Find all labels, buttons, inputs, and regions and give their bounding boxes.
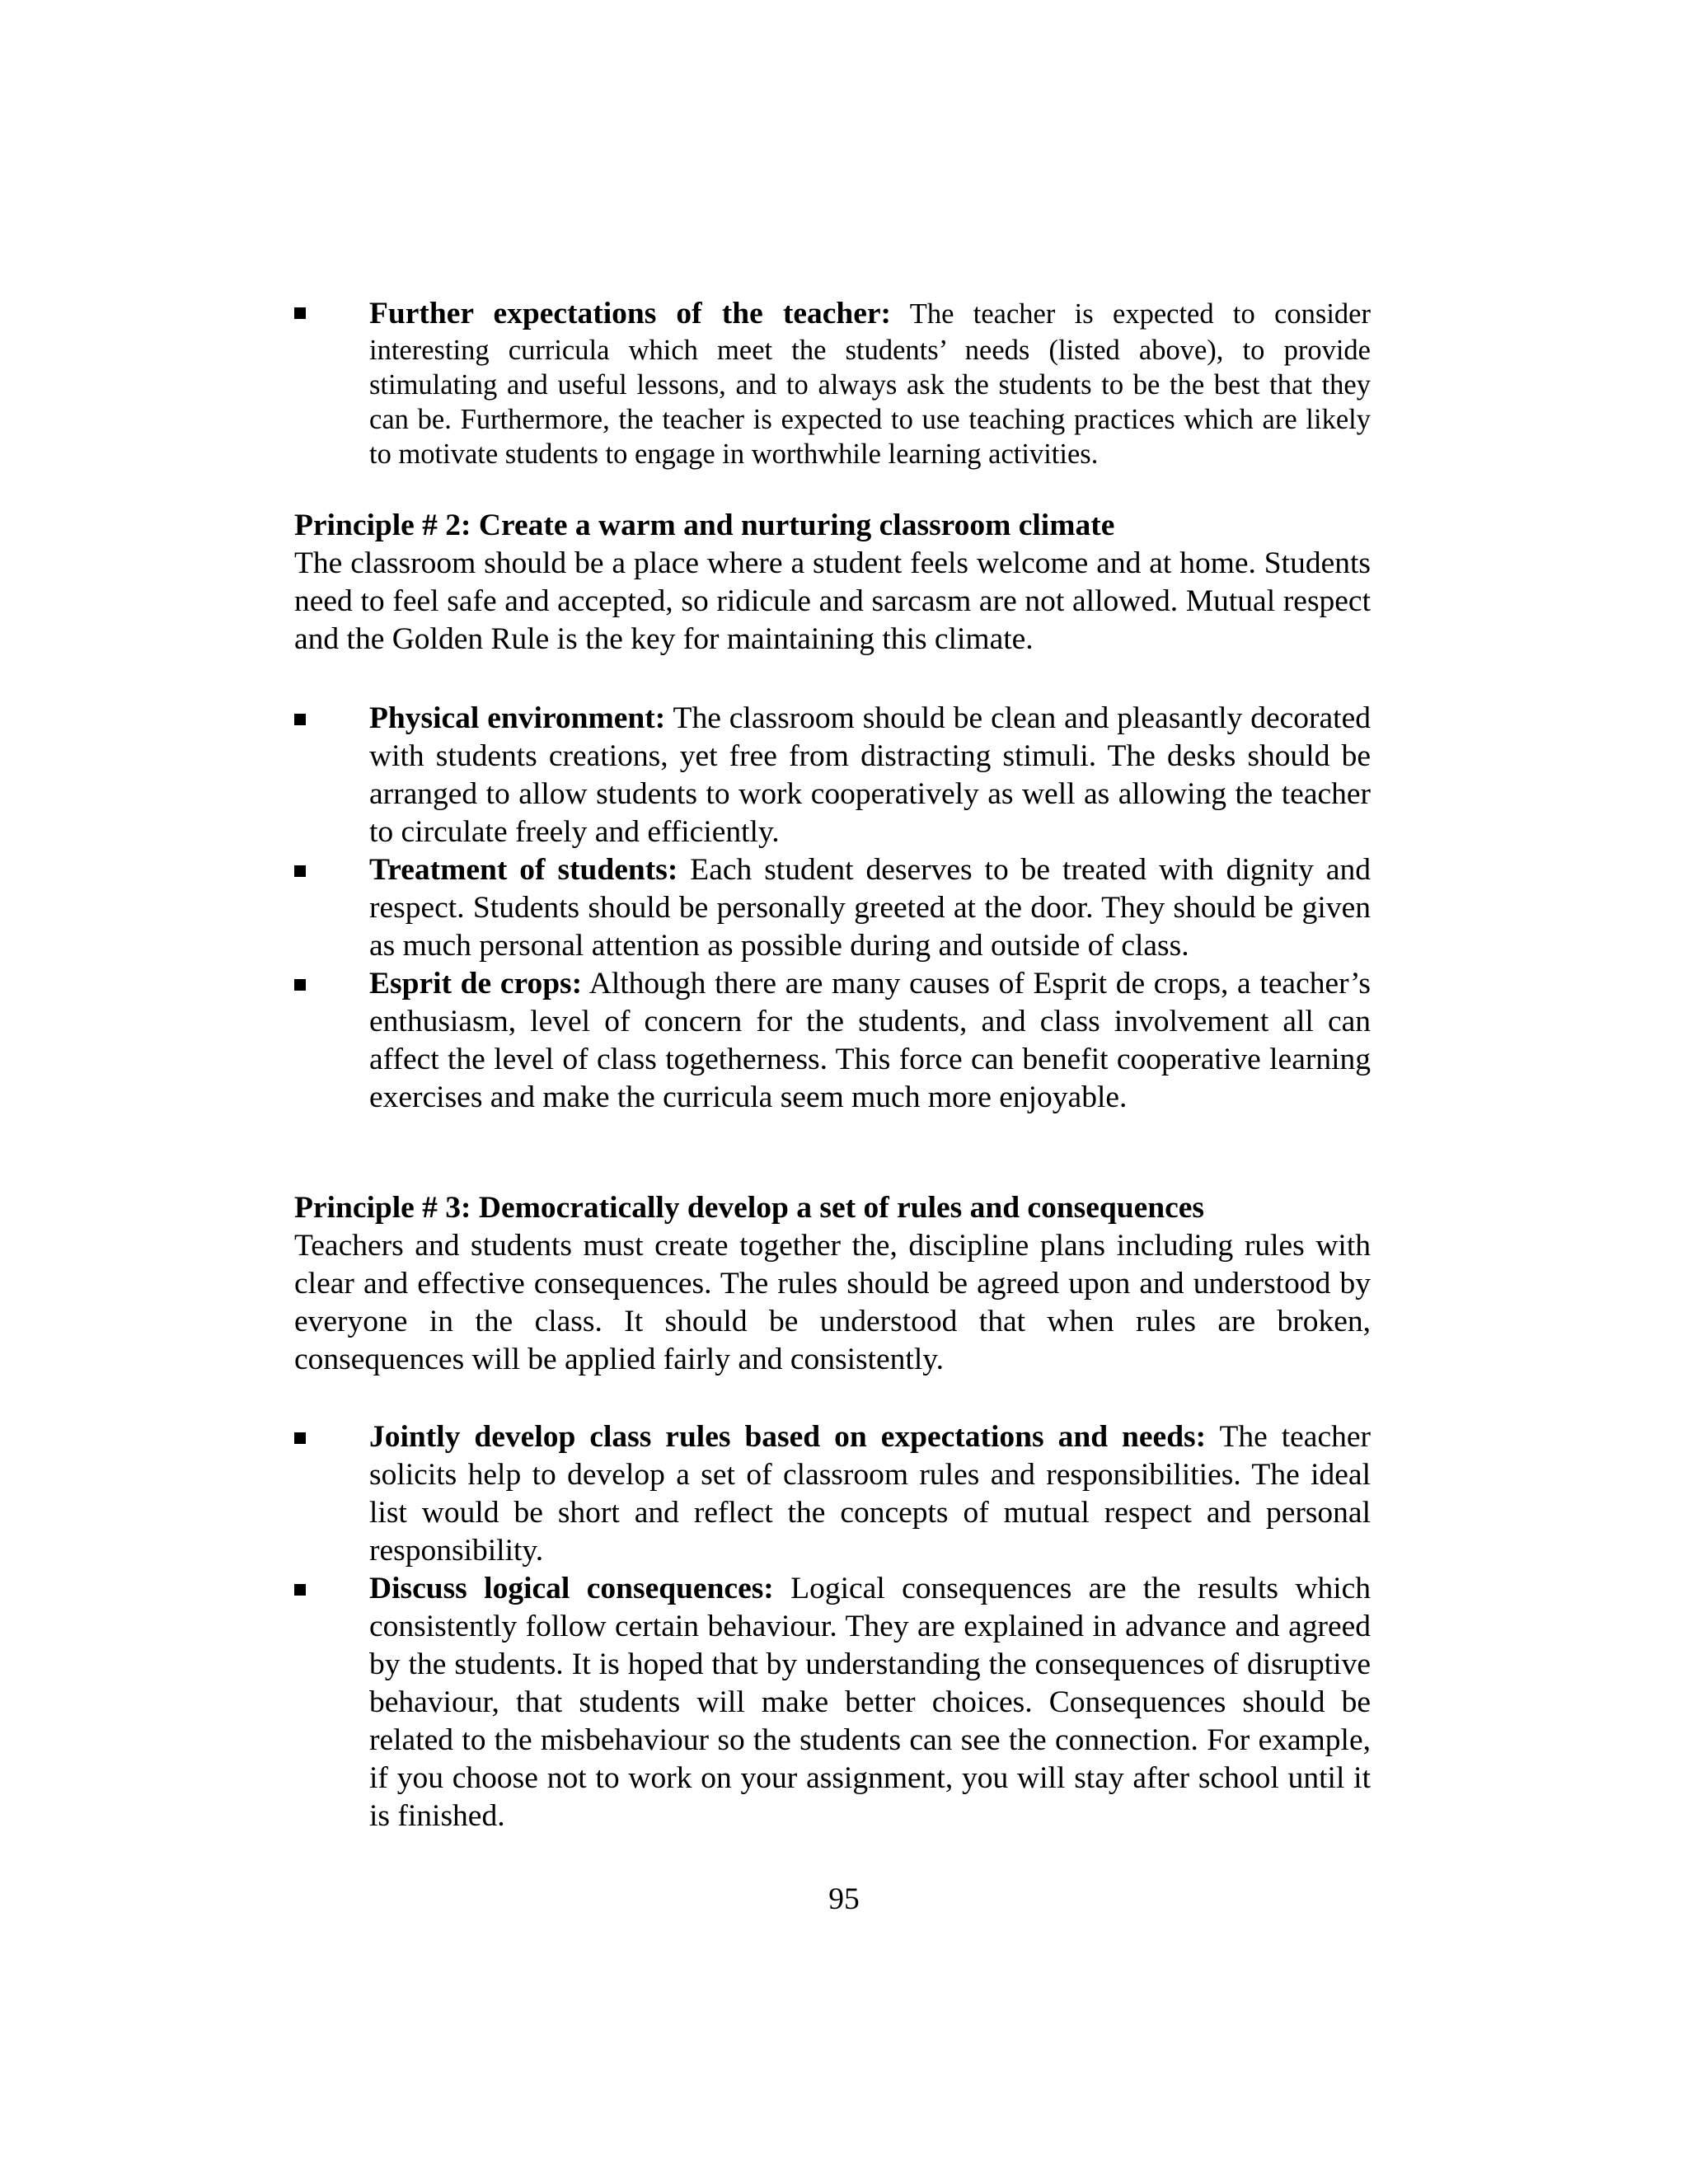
bullet-icon [294, 307, 306, 319]
principle-3-heading: Principle # 3: Democratically develop a set of rules and consequences [294, 1191, 1205, 1225]
bullet-icon [294, 714, 306, 725]
principle-2-paragraph: The classroom should be a place where a student feels welcome and at home. Students need to feel safe and accepted, so ridicule and sarcasm are not allowed. Mutual respect and the Golden Rule is the key for maintaining this climate. [294, 546, 1371, 656]
bullet-item-logical-consequences [369, 1570, 1371, 1835]
principle-3-paragraph: Teachers and students must create together the, discipline plans including rules with clear and effective consequences. The rules should be agreed upon and understood by everyone in the class. It should be understood that when rules are broken, consequences will be applied fairly and consistently. [294, 1229, 1371, 1376]
item-text: Logical consequences are the results which consistently follow certain behaviour. They are explained in advance and agreed by the students. It is hoped that by understanding the consequences of disruptive behaviour, that students will make better choices. Consequences should be related to the misbehaviour so the students can see the connection. For example, if you choose not to work on your assignment, you will stay after school until it is finished. [369, 1572, 1372, 1833]
item-label: Discuss logical consequences: [369, 1572, 774, 1605]
item-label: Treatment of students: [369, 853, 678, 887]
item-text: The teacher is expected to consider interesting curricula which meet the students’ needs (listed above), to provide stimulating and useful lessons, and to always ask the students to be the best that they can be. Furthermore, the teacher is expected to use teaching practices which are likely to motivate students to engage in worthwhile learning activities. [369, 298, 1371, 470]
bullet-item-treatment-of-students [369, 851, 1371, 965]
bullet-item-further-expectations [369, 295, 1371, 471]
item-label: Jointly develop class rules based on expectations and needs: [369, 1420, 1207, 1454]
bullet-icon [294, 979, 306, 991]
bullet-icon [294, 1584, 306, 1596]
item-text: Each student deserves to be treated with dignity and respect. Students should be personally greeted at the door. They should be given as much personal attention as possible during and outside of class. [369, 853, 1371, 963]
item-text: The classroom should be clean and pleasantly decorated with students creations, yet free from distracting stimuli. The desks should be arranged to allow students to work cooperatively as well as allowing the teacher to circulate freely and efficiently. [369, 701, 1371, 849]
item-text: Although there are many causes of Esprit de crops, a teacher’s enthusiasm, level of concern for the students, and class involvement all can affect the level of class togetherness. This force can benefit cooperative learning exercises and make the curricula seem much more enjoyable. [369, 967, 1371, 1114]
bullet-item-esprit-de-crops [369, 965, 1371, 1117]
page-number: 95 [828, 1882, 860, 1916]
item-label: Further expectations of the teacher: [369, 297, 892, 330]
bullet-icon [294, 865, 306, 877]
bullet-item-jointly-develop [369, 1418, 1371, 1570]
principle-2-heading: Principle # 2: Create a warm and nurturing classroom climate [294, 509, 1115, 542]
bullet-item-physical-environment [369, 700, 1371, 851]
item-label: Physical environment: [369, 701, 666, 735]
item-text: The teacher solicits help to develop a set of classroom rules and responsibilities. The ideal list would be short and reflect the concepts of mutual respect and personal responsibility. [369, 1420, 1371, 1568]
item-label: Esprit de crops: [369, 967, 583, 1001]
bullet-icon [294, 1432, 306, 1444]
